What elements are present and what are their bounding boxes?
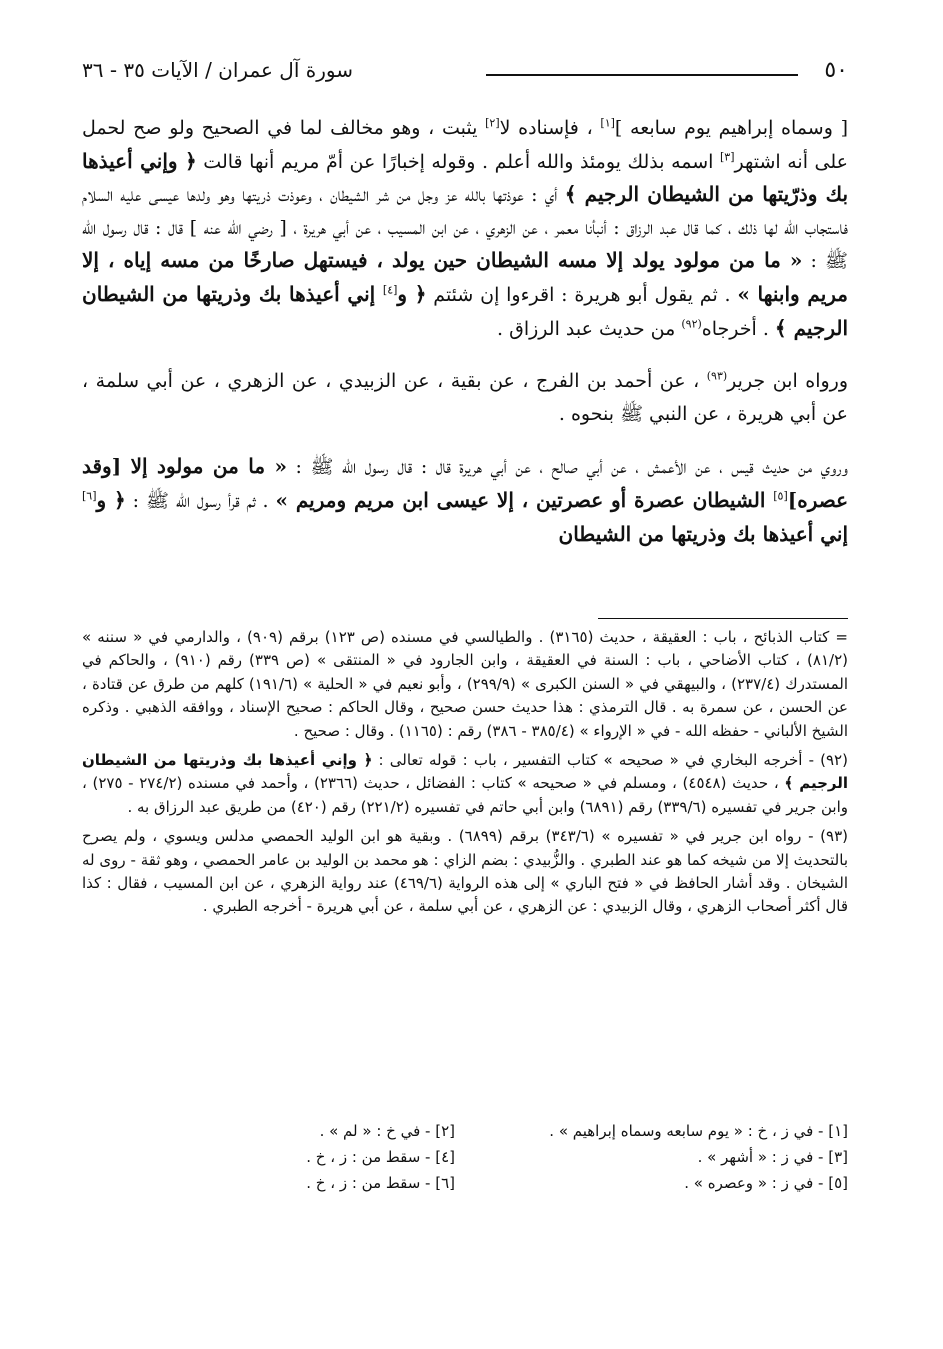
variant-note: [٤] - سقط من : ز ، خ . xyxy=(306,1148,455,1166)
variant-ref: [١] xyxy=(600,116,615,130)
text-span: . ثم قرأ رسول الله ﷺ : xyxy=(125,489,276,512)
quran-quote: إني أعيذها بك وذريتها من الشيطان الرجيم ﴾ xyxy=(82,281,848,340)
paragraph-1 xyxy=(82,112,848,345)
footnote-text: (٩٢) - أخرجه البخاري في « صحيحه » كتاب التفسير ، باب : قوله تعالى : xyxy=(372,751,848,770)
variant-note: [٦] - سقط من : ز ، خ . xyxy=(306,1174,455,1192)
variant-ref: [٤] xyxy=(382,283,398,297)
footnote-text: ، حديث (٤٥٤٨) ، ومسلم في « صحيحه » كتاب : الفضائل ، حديث (٢٣٦٦) ، وأحمد في مسنده (٢٧٤/٢ - ٢٧٥) ، وابن جرير في تفسيره (٣٣٩/٦) رقم (٦٨٩١) وابن أبي حاتم في تفسيره (٢٢١/٢) رقم (٤٢٠) من طريق عبد الرزاق به . xyxy=(82,774,848,816)
text-span: يثبت ، وهو مخالف لما في الصحيح ولو صح لحمل على أنه اشتهر xyxy=(82,117,848,173)
quran-quote: ﴿ وإني أعيذها بك وذريتها من الشيطان الرجيم ﴾ xyxy=(82,751,848,793)
variant-ref: [٦] xyxy=(82,489,97,503)
text-span: [ وسماه إبراهيم يوم سابعه ] xyxy=(614,117,848,139)
text-span: ، عن أحمد بن الفرج ، عن بقية ، عن الزبيدي ، عن الزهري ، عن أبي سلمة ، عن أبي هريرة ، عن النبي ﷺ بنحوه . xyxy=(82,370,848,425)
page-header xyxy=(82,52,848,92)
running-title: سورة آل عمران / الآيات ٣٥ - ٣٦ xyxy=(82,58,353,82)
paragraph-2 xyxy=(82,365,848,430)
text-span: ورواه ابن جرير xyxy=(727,370,848,393)
footnotes xyxy=(82,626,848,925)
variant-note: [٢] - في خ : « لم » . xyxy=(319,1122,455,1140)
text-span: أي : عوذتها بالله عز وجل من شر الشيطان ، وعوذت ذريتها وهو ولدها عيسى عليه السلام فاستجاب الله لها ذلك ، كما قال عبد الرزاق : أنبأنا معمر ، عن الزهري ، عن ابن المسيب ، عن أبي هريرة ، [ رضي الله عنه ] قال : قال رسول الله ﷺ : xyxy=(82,184,848,273)
footnote-ref: (٩٣) xyxy=(706,369,728,383)
footnote-continuation: = كتاب الذبائح ، باب : العقيقة ، حديث (٣١٦٥) . والطيالسي في مسنده (ص ١٢٣) برقم (٩٠٩) ، والدارمي في « سننه » (٨١/٢) ، كتاب الأضاحي ، باب : السنة في العقيقة ، وابن الجارود في « المنتقى » (ص ٣٣٩) رقم (٩١٠) ، والحاكم في المستدرك (٢٣٧/٤) ، والبيهقي في « السنن الكبرى » (٢٩٩/٩) ، وأبو نعيم في « الحلية » (١٩١/٦) كلهم من طرق عن قتادة ، عن الحسن ، عن سمرة به . قال الترمذي : هذا حديث حسن صحيح ، وقال الحاكم : صحيح الإسناد ، ووافقه الذهبي . وذكره الشيخ الألباني - حفظه الله - في « الإرواء » (٣٨٥/٤ - ٣٨٦) رقم : (١١٦٥) . وقال : صحيح . xyxy=(82,628,849,740)
quran-quote: ﴿ و xyxy=(397,281,427,306)
footnote-separator xyxy=(598,618,848,619)
footnote-92 xyxy=(82,749,848,819)
quran-quote: ﴿ وإني أعيذها بك وذرّيتها من الشيطان الرجيم ﴾ xyxy=(82,148,849,207)
footnote-93: (٩٣) - رواه ابن جرير في « تفسيره » (٣٤٣/٦) برقم (٦٨٩٩) . وبقية هو ابن الوليد الحمصي مدلس ويسوي ، ولم يصرح بالتحديث إلا من شيخه كما هو عند الطبري . والزُّبيدي : بضم الزاي : هو محمد بن الوليد بن عامر الحمصي ، وهو ثقة - روى له الشيخان . وقد أشار الحافظ في « فتح الباري » إلى هذه الرواية (٤٦٩/٦) عند رواية الزهري ، عن ابن المسيب ، فقال : كذا قال أكثر أصحاب الزهري ، وقال الزبيدي : عن الزهري ، عن أبي سلمة ، عن أبي هريرة - أخرجه الطبري . xyxy=(82,827,848,916)
page-number: ٥٠ xyxy=(824,58,848,83)
quran-quote: إني أعيذها بك وذريتها من الشيطان xyxy=(558,521,848,546)
footnote-ref: (٩٢) xyxy=(681,317,702,331)
text-span: وروي من حديث قيس ، عن الأعمش ، عن أبي صالح ، عن أبي هريرة قال : قال رسول الله ﷺ : xyxy=(287,456,848,479)
hadith-quote: الشيطان عصرة أو عصرتين ، إلا عيسى ابن مريم ومريم » xyxy=(275,487,774,512)
variant-note: [١] - في ز ، خ : « يوم سابعه وسماه إبراهيم » . xyxy=(549,1122,848,1140)
text-span: . ثم يقول أبو هريرة : اقرءوا إن شئتم xyxy=(426,283,738,306)
hadith-quote: « ما من مولود إلا [وقد عصره] xyxy=(82,454,849,512)
text-span: اسمه بذلك يومئذ والله أعلم . وقوله إخبارًا عن أمّ مريم أنها قالت xyxy=(196,150,720,173)
variant-note: [٣] - في ز : « أشهر » . xyxy=(697,1148,848,1166)
variant-ref: [٢] xyxy=(485,116,500,130)
paragraph-3 xyxy=(82,450,848,551)
manuscript-variants xyxy=(82,1122,848,1192)
text-span: . أخرجاه xyxy=(701,317,775,340)
quran-quote: ﴿ و xyxy=(96,487,126,512)
variant-ref: [٥] xyxy=(773,489,788,503)
text-span: ، فإسناده لا xyxy=(499,117,601,139)
text-span: من حديث عبد الرزاق . xyxy=(497,317,682,340)
main-text xyxy=(82,112,848,571)
header-rule xyxy=(486,74,798,76)
hadith-quote: « ما من مولود يولد إلا مسه الشيطان حين يولد ، فيستهل صارخًا من مسه إياه ، إلا مريم وابنها » xyxy=(82,248,849,306)
variant-note: [٥] - في ز : « وعصره » . xyxy=(684,1174,848,1192)
variant-ref: [٣] xyxy=(720,150,735,164)
